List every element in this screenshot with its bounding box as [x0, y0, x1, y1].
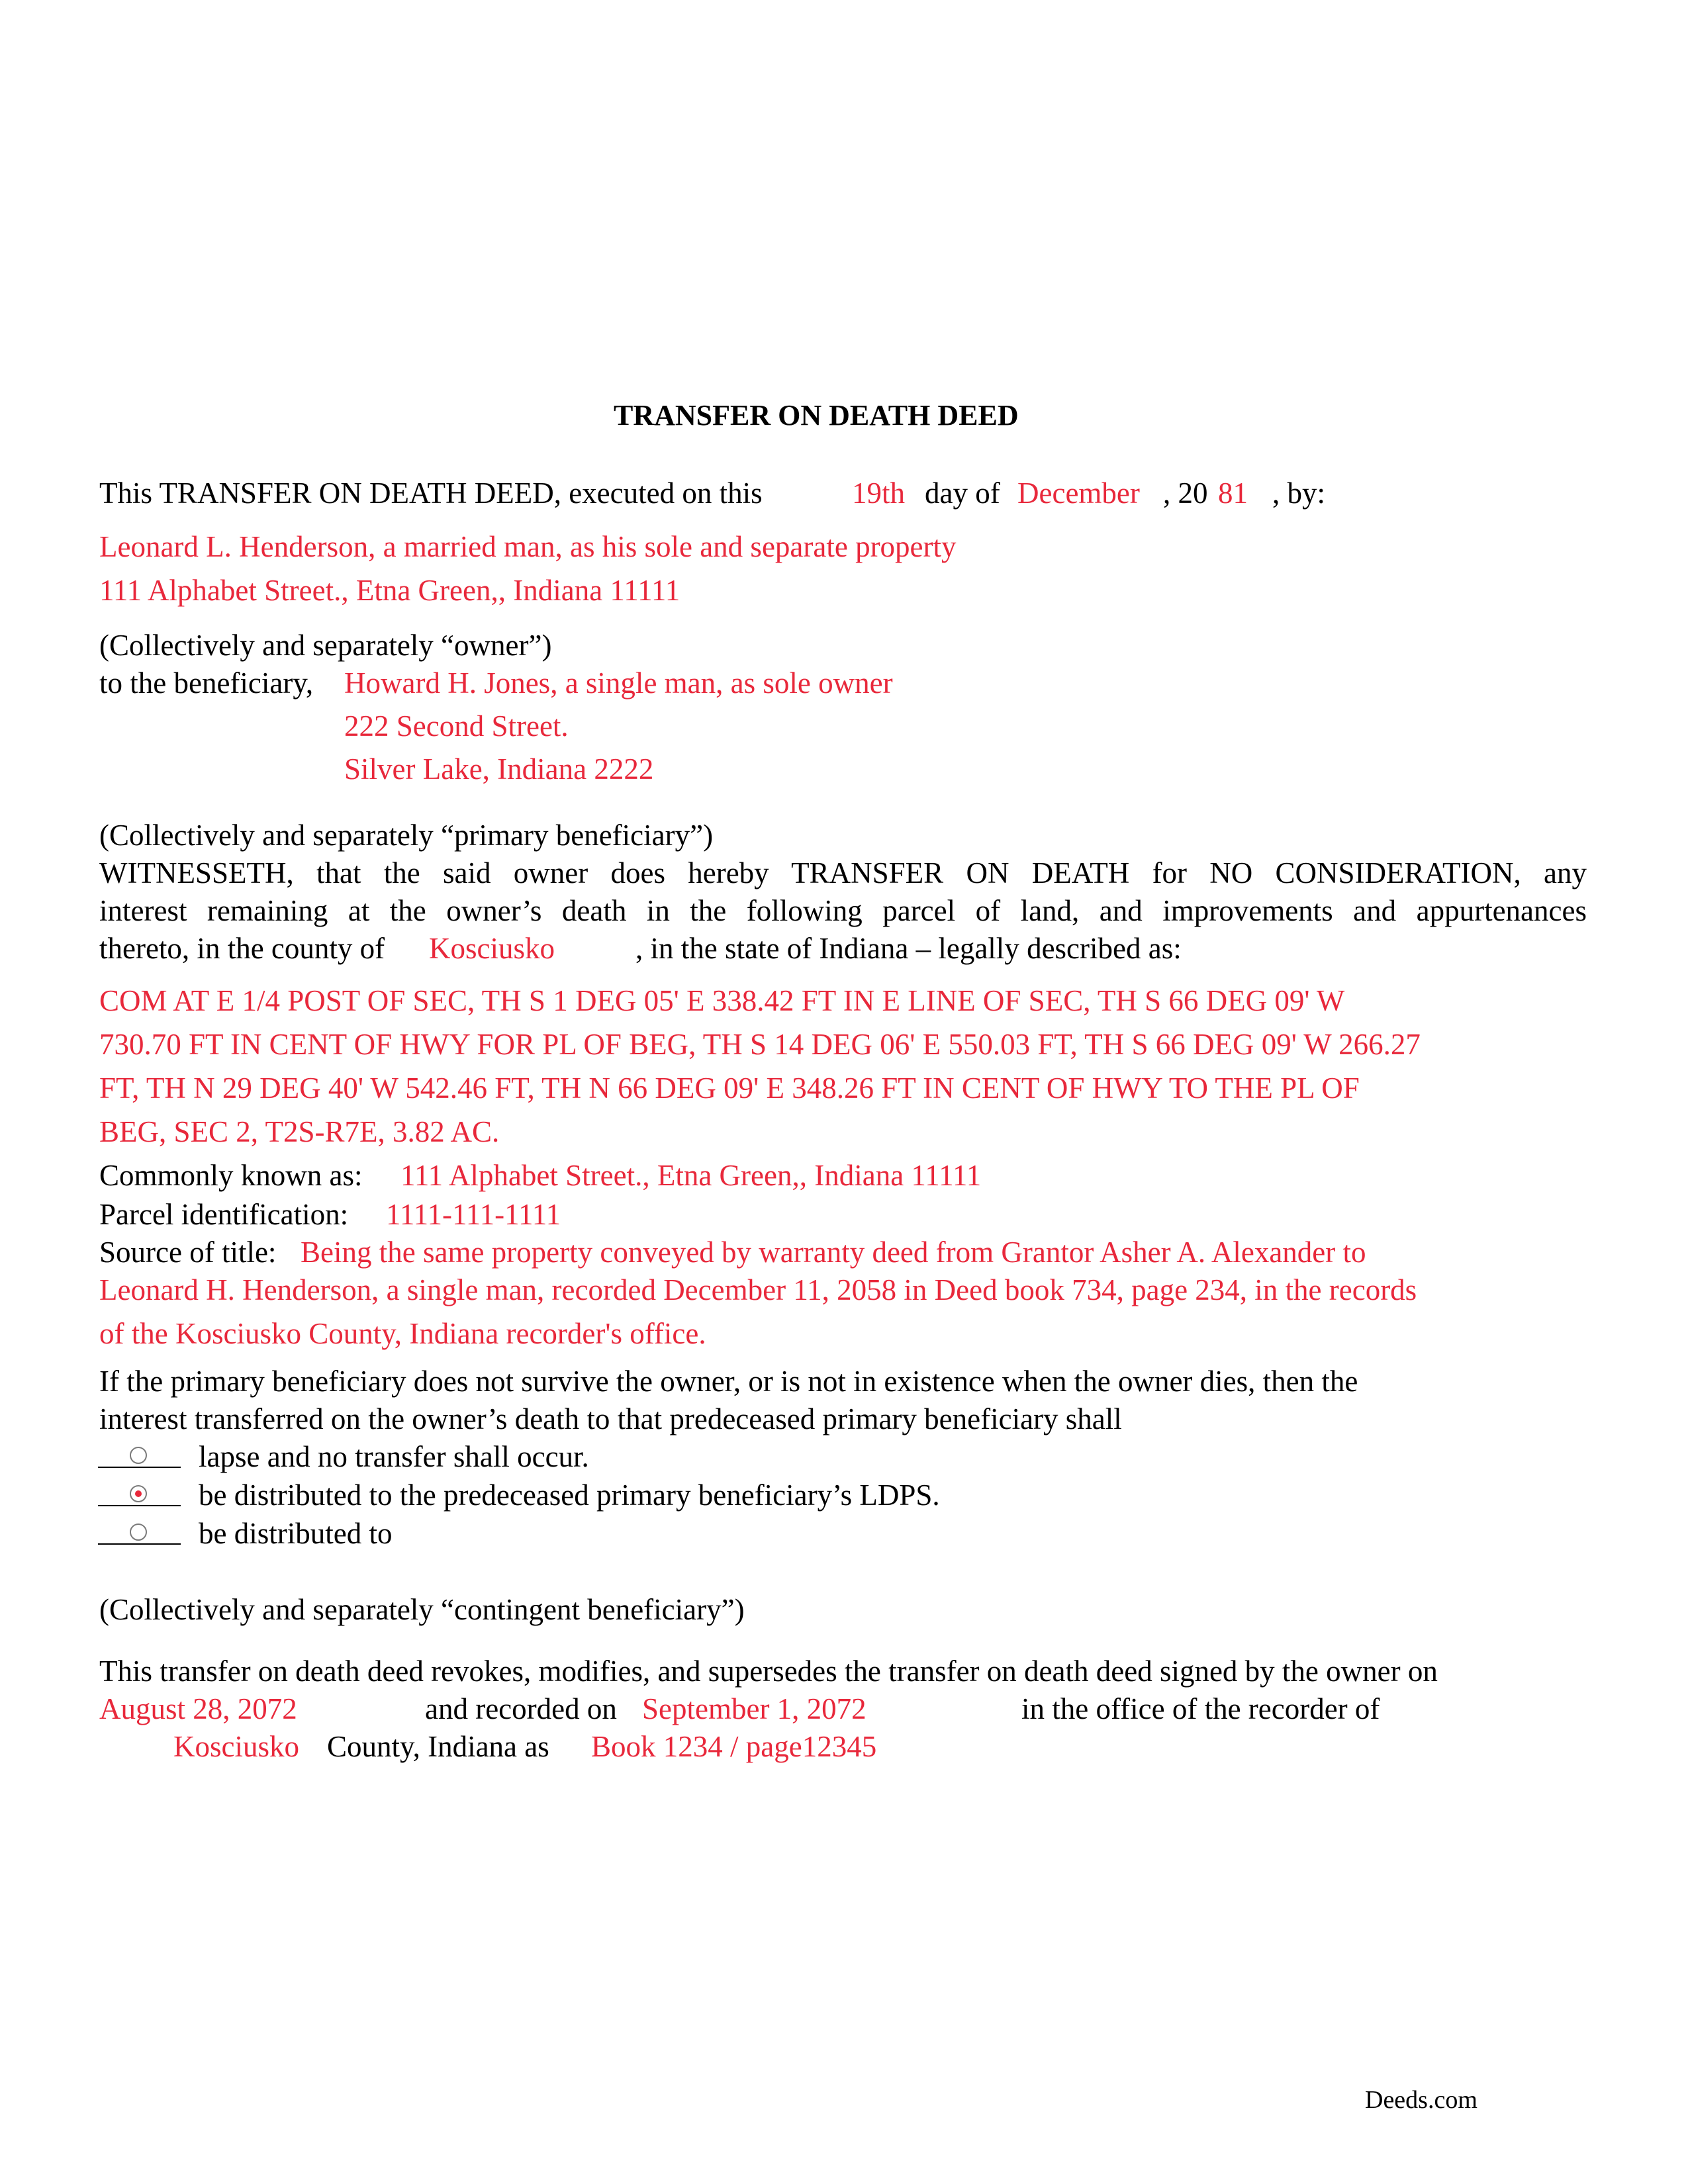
- execution-day[interactable]: 19th: [852, 477, 906, 510]
- legal-description-line-3[interactable]: FT, TH N 29 DEG 40' W 542.46 FT, TH N 66 DEG 09' E 348.26 FT IN CENT OF HWY TO THE PL OF: [99, 1071, 1360, 1105]
- execution-year[interactable]: 81: [1218, 477, 1248, 510]
- commonly-known-value[interactable]: 111 Alphabet Street., Etna Green,, Indiana 11111: [400, 1159, 982, 1192]
- contingent-collective: (Collectively and separately “contingent beneficiary”): [99, 1593, 745, 1626]
- office-of-label: in the office of the recorder of: [1021, 1692, 1380, 1725]
- witnesseth-line-2: interest remaining at the owner’s death in the following parcel of land, and improvements and appurtenances: [99, 894, 1587, 927]
- beneficiary-street[interactable]: 222 Second Street.: [344, 709, 569, 743]
- condition-line-2: interest transferred on the owner’s death to that predeceased primary beneficiary shall: [99, 1402, 1122, 1435]
- commonly-known-label: Commonly known as:: [99, 1159, 363, 1192]
- option-label: lapse and no transfer shall occur.: [199, 1440, 589, 1473]
- parcel-label: Parcel identification:: [99, 1198, 349, 1231]
- prior-signed-date[interactable]: August 28, 2072: [99, 1692, 297, 1725]
- page-title: TRANSFER ON DEATH DEED: [614, 399, 1019, 432]
- recorded-on-label: and recorded on: [425, 1692, 617, 1725]
- witnesseth-line-1: WITNESSETH, that the said owner does hereby TRANSFER ON DEATH for NO CONSIDERATION, any: [99, 856, 1587, 889]
- source-of-title-label: Source of title:: [99, 1236, 277, 1269]
- revokes-line-1: This transfer on death deed revokes, modifies, and supersedes the transfer on death deed signed by the owner on: [99, 1655, 1438, 1688]
- book-page[interactable]: Book 1234 / page12345: [591, 1730, 877, 1763]
- source-of-title-line-2[interactable]: Leonard H. Henderson, a single man, recorded December 11, 2058 in Deed book 734, page 234, in the records: [99, 1273, 1417, 1306]
- option-radio[interactable]: [130, 1524, 147, 1541]
- condition-line-1: If the primary beneficiary does not survive the owner, or is not in existence when the owner dies, then the: [99, 1365, 1358, 1398]
- beneficiary-label: to the beneficiary,: [99, 666, 314, 700]
- witnesseth-line-3-prefix: thereto, in the county of: [99, 932, 385, 965]
- parcel-value[interactable]: 1111-111-1111: [386, 1198, 561, 1231]
- by-label: , by:: [1272, 477, 1326, 510]
- source-of-title-line-3[interactable]: of the Kosciusko County, Indiana recorder's office.: [99, 1317, 706, 1350]
- witnesseth-line-3-suffix: , in the state of Indiana – legally described as:: [635, 932, 1182, 965]
- recorder-county[interactable]: Kosciusko: [173, 1730, 299, 1763]
- beneficiary-collective: (Collectively and separately “primary beneficiary”): [99, 819, 714, 852]
- property-county[interactable]: Kosciusko: [429, 932, 555, 965]
- beneficiary-city[interactable]: Silver Lake, Indiana 2222: [344, 752, 654, 786]
- legal-description-line-1[interactable]: COM AT E 1/4 POST OF SEC, TH S 1 DEG 05' E 338.42 FT IN E LINE OF SEC, TH S 66 DEG 09' W: [99, 984, 1345, 1017]
- legal-description-line-4[interactable]: BEG, SEC 2, T2S-R7E, 3.82 AC.: [99, 1115, 500, 1148]
- execution-month[interactable]: December: [1017, 477, 1140, 510]
- intro-prefix: This TRANSFER ON DEATH DEED, executed on this: [99, 477, 763, 510]
- beneficiary-name[interactable]: Howard H. Jones, a single man, as sole owner: [344, 666, 893, 700]
- option-radio-selected[interactable]: [130, 1485, 147, 1502]
- owner-address[interactable]: 111 Alphabet Street., Etna Green,, Indiana 11111: [99, 574, 680, 607]
- owner-name[interactable]: Leonard L. Henderson, a married man, as his sole and separate property: [99, 530, 957, 563]
- owner-collective: (Collectively and separately “owner”): [99, 629, 552, 662]
- legal-description-line-2[interactable]: 730.70 FT IN CENT OF HWY FOR PL OF BEG, TH S 14 DEG 06' E 550.03 FT, TH S 66 DEG 09' W 266.27: [99, 1028, 1421, 1061]
- year-prefix: , 20: [1163, 477, 1208, 510]
- option-label: be distributed to the predeceased primary beneficiary’s LDPS.: [199, 1479, 940, 1512]
- prior-recorded-date[interactable]: September 1, 2072: [642, 1692, 867, 1725]
- county-state-label: County, Indiana as: [327, 1730, 549, 1763]
- footer-brand: Deeds.com: [1365, 2086, 1477, 2114]
- option-label: be distributed to: [199, 1517, 393, 1550]
- source-of-title-line-1[interactable]: Being the same property conveyed by warranty deed from Grantor Asher A. Alexander to: [301, 1236, 1366, 1269]
- day-of-label: day of: [925, 477, 1000, 510]
- option-radio[interactable]: [130, 1447, 147, 1464]
